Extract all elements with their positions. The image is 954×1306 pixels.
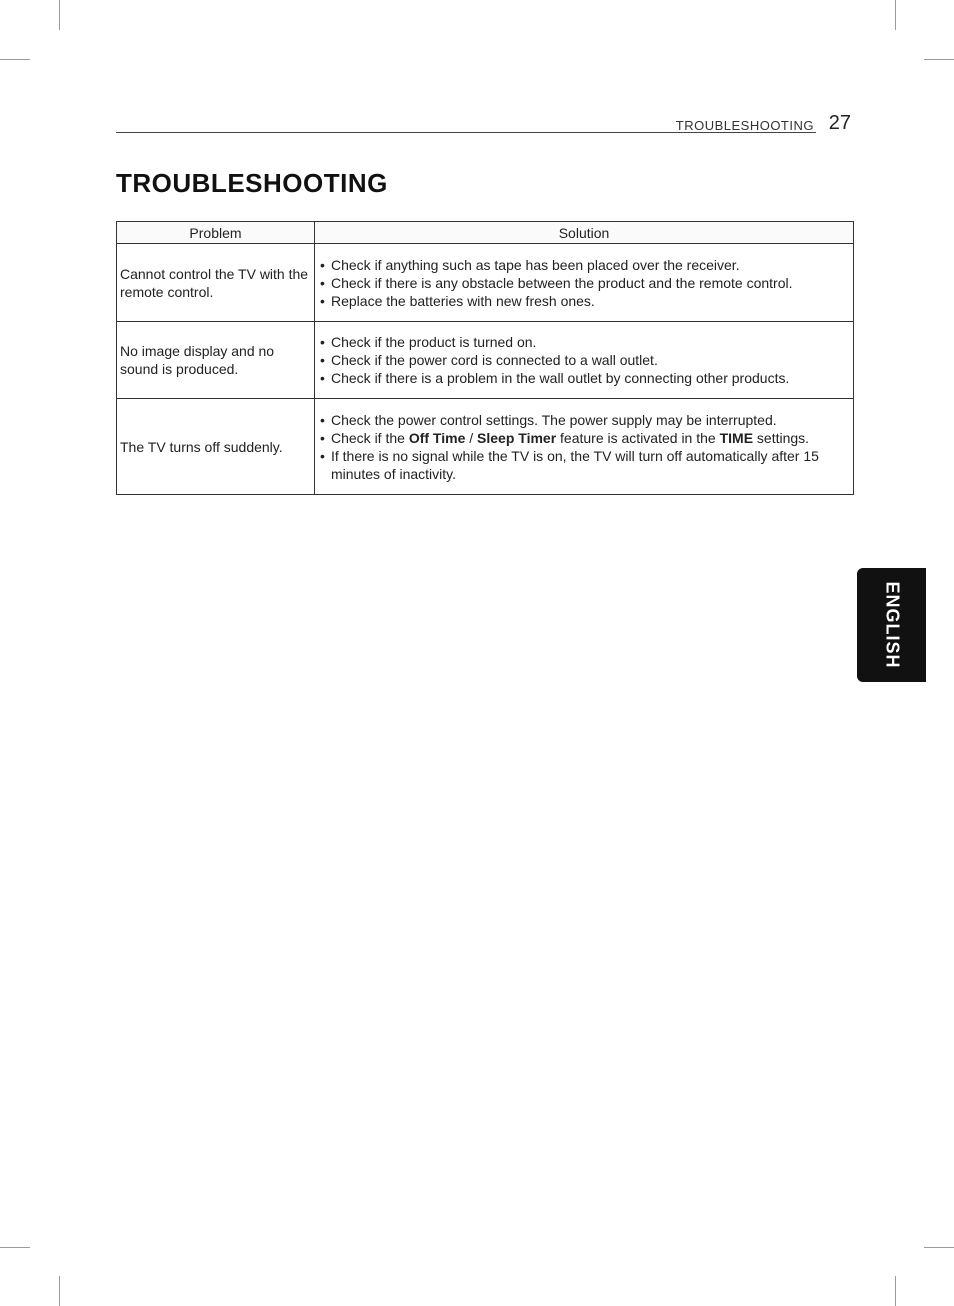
solution-cell <box>315 244 854 322</box>
crop-mark-bottom-right <box>895 1276 896 1306</box>
solution-list <box>320 411 849 483</box>
solution-text: Check if the <box>331 429 409 446</box>
page-title: TROUBLESHOOTING <box>116 168 388 198</box>
solution-item: • Check if there is a problem in the wall outlet by connecting other products. <box>320 369 849 387</box>
solution-item: • Check the power control settings. The power supply may be interrupted. <box>320 411 849 429</box>
language-label: ENGLISH <box>882 581 902 669</box>
table-header-row <box>117 222 854 244</box>
solution-text: settings. <box>753 429 810 446</box>
running-head: TROUBLESHOOTING <box>675 118 814 133</box>
crop-mark-top-left-h <box>0 59 30 60</box>
problem-cell: No image display and no sound is produced. <box>117 322 315 399</box>
table-row <box>117 399 854 495</box>
crop-mark-top-right <box>895 0 896 30</box>
solution-item: • If there is no signal while the TV is on, the TV will turn off automatically after 15 minutes of inactivity. <box>320 447 849 483</box>
crop-mark-top-left <box>59 0 60 30</box>
solution-item: • Check if there is any obstacle between the product and the remote control. <box>320 274 849 292</box>
troubleshooting-table <box>116 221 854 495</box>
solution-item: • Check if the product is turned on. <box>320 333 849 351</box>
crop-mark-bottom-left-h <box>0 1247 30 1248</box>
keyword-time: TIME <box>719 429 754 446</box>
crop-mark-top-right-h <box>924 59 954 60</box>
column-header-problem: Problem <box>117 222 315 244</box>
problem-cell: Cannot control the TV with the remote control. <box>117 244 315 322</box>
column-header-solution: Solution <box>315 222 854 244</box>
solution-item: • Replace the batteries with new fresh ones. <box>320 292 849 310</box>
solution-item: • Check if anything such as tape has been placed over the receiver. <box>320 256 849 274</box>
solution-list <box>320 333 849 387</box>
solution-list <box>320 256 849 310</box>
keyword-separator: / <box>465 429 478 446</box>
problem-cell: The TV turns off suddenly. <box>117 399 315 495</box>
keyword-sleep-timer: Sleep Timer <box>477 429 557 446</box>
solution-cell <box>315 399 854 495</box>
solution-text: feature is activated in the <box>556 429 720 446</box>
solution-item: • Check if the power cord is connected to a wall outlet. <box>320 351 849 369</box>
solution-item <box>320 429 849 447</box>
table-row <box>117 244 854 322</box>
table-row <box>117 322 854 399</box>
crop-mark-bottom-left <box>59 1276 60 1306</box>
keyword-off-time: Off Time <box>408 429 466 446</box>
language-side-tab <box>857 568 926 682</box>
solution-cell <box>315 322 854 399</box>
crop-mark-bottom-right-h <box>924 1247 954 1248</box>
page-number: 27 <box>828 112 851 134</box>
